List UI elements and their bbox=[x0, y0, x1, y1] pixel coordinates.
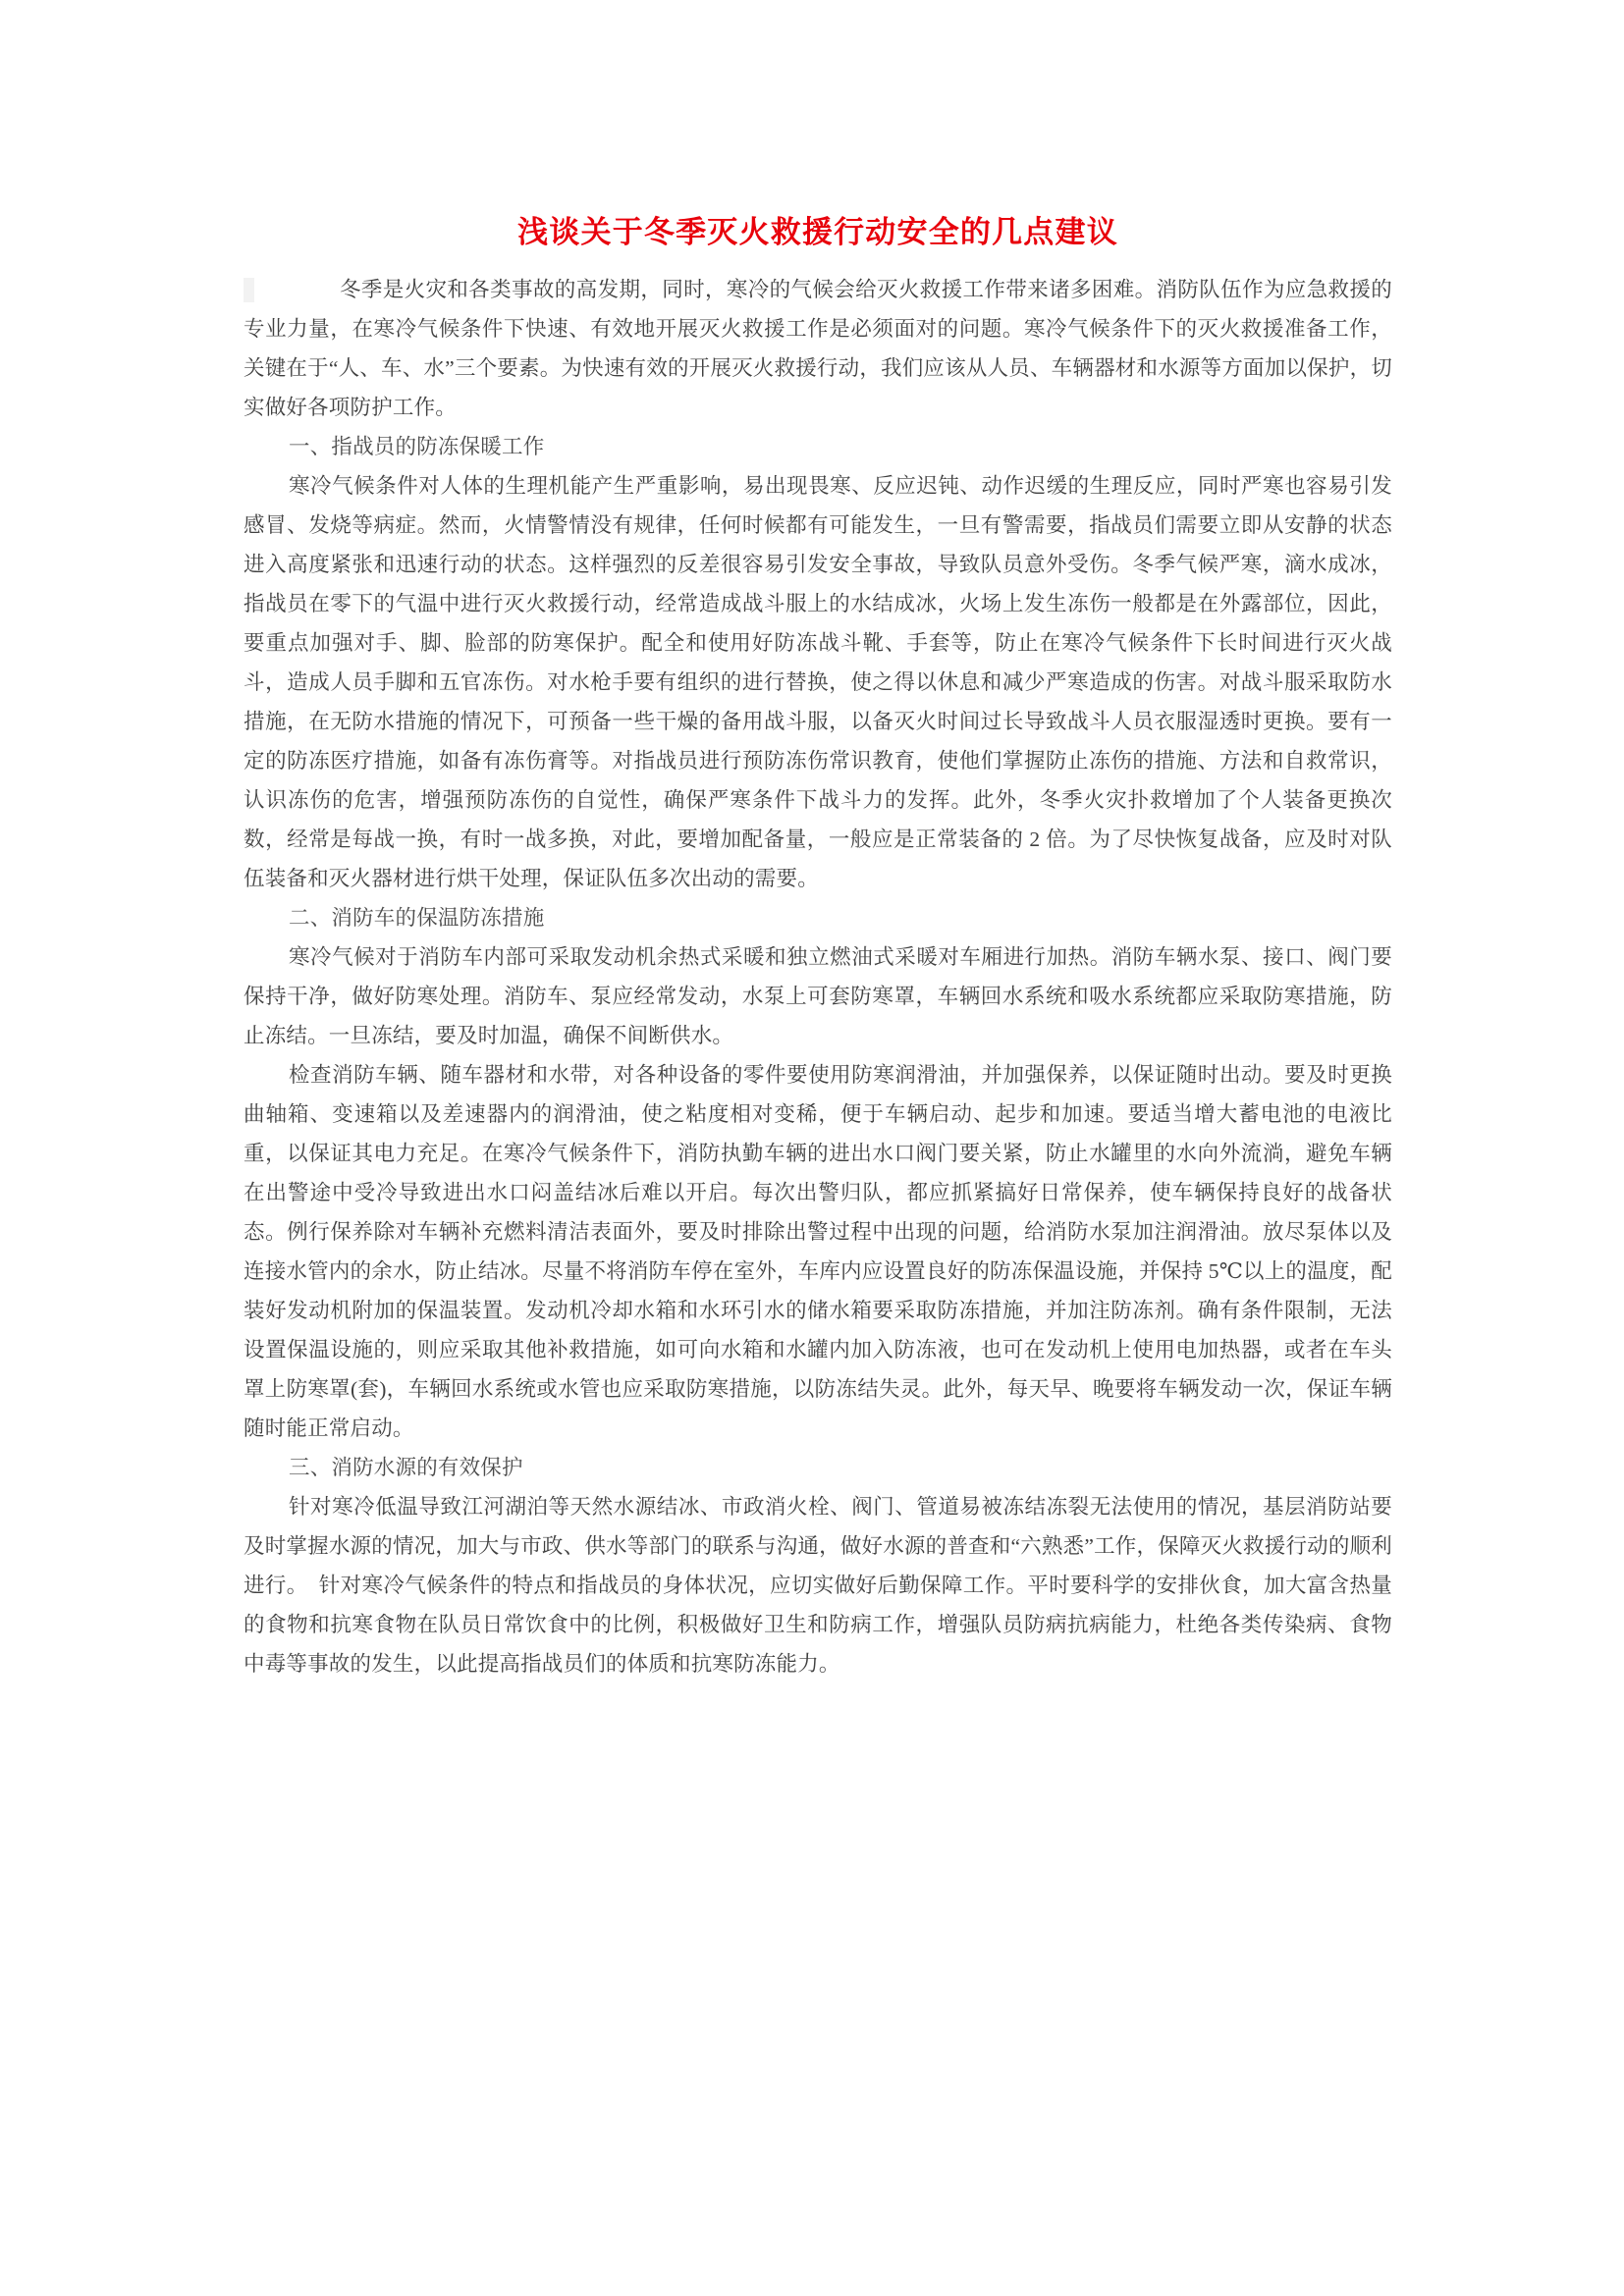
body-paragraph: 检查消防车辆、随车器材和水带，对各种设备的零件要使用防寒润滑油，并加强保养，以保证随时出动。要及时更换曲轴箱、变速箱以及差速器内的润滑油，使之粘度相对变稀，便于车辆启动、起步和加速。要适当增大蓄电池的电液比重，以保证其电力充足。在寒冷气候条件下，消防执勤车辆的进出水口阀门要关紧，防止水罐里的水向外流淌，避免车辆在出警途中受冷导致进出水口闷盖结冰后难以开启。每次出警归队，都应抓紧搞好日常保养，使车辆保持良好的战备状态。例行保养除对车辆补充燃料清洁表面外，要及时排除出警过程中出现的问题，给消防水泵加注润滑油。放尽泵体以及连接水管内的余水，防止结冰。尽量不将消防车停在室外，车库内应设置良好的防冻保温设施，并保持 5℃以上的温度，配装好发动机附加的保温装置。发动机冷却水箱和水环引水的储水箱要采取防冻措施，并加注防冻剂。确有条件限制，无法设置保温设施的，则应采取其他补救措施，如可向水箱和水罐内加入防冻液，也可在发动机上使用电加热器，或者在车头罩上防寒罩(套)，车辆回水系统或水管也应采取防寒措施，以防冻结失灵。此外，每天早、晚要将车辆发动一次，保证车辆随时能正常启动。 bbox=[244, 1062, 1392, 1440]
body-paragraph: 寒冷气候对于消防车内部可采取发动机余热式采暖和独立燃油式采暖对车厢进行加热。消防车辆水泵、接口、阀门要保持干净，做好防寒处理。消防车、泵应经常发动，水泵上可套防寒罩，车辆回水系统和吸水系统都应采取防寒措施，防止冻结。一旦冻结，要及时加温，确保不间断供水。 bbox=[244, 944, 1392, 1047]
section-heading: 二、消防车的保温防冻措施 bbox=[289, 905, 545, 930]
body-paragraph bbox=[244, 270, 1392, 427]
body-paragraph: 寒冷气候条件对人体的生理机能产生严重影响，易出现畏寒、反应迟钝、动作迟缓的生理反应，同时严寒也容易引发感冒、发烧等病症。然而，火情警情没有规律，任何时候都有可能发生，一旦有警需要，指战员们需要立即从安静的状态进入高度紧张和迅速行动的状态。这样强烈的反差很容易引发安全事故，导致队员意外受伤。冬季气候严寒，滴水成冰，指战员在零下的气温中进行灭火救援行动，经常造成战斗服上的水结成冰，火场上发生冻伤一般都是在外露部位，因此，要重点加强对手、脚、脸部的防寒保护。配全和使用好防冻战斗靴、手套等，防止在寒冷气候条件下长时间进行灭火战斗，造成人员手脚和五官冻伤。对水枪手要有组织的进行替换，使之得以休息和减少严寒造成的伤害。对战斗服采取防水措施，在无防水措施的情况下，可预备一些干燥的备用战斗服，以备灭火时间过长导致战斗人员衣服湿透时更换。要有一定的防冻医疗措施，如备有冻伤膏等。对指战员进行预防冻伤常识教育，使他们掌握防止冻伤的措施、方法和自救常识，认识冻伤的危害，增强预防冻伤的自觉性，确保严寒条件下战斗力的发挥。此外，冬季火灾扑救增加了个人装备更换次数，经常是每战一换，有时一战多换，对此，要增加配备量，一般应是正常装备的 2 倍。为了尽快恢复战备，应及时对队伍装备和灭火器材进行烘干处理，保证队伍多次出动的需要。 bbox=[244, 473, 1392, 890]
placeholder-box-icon bbox=[244, 278, 254, 302]
section-heading: 三、消防水源的有效保护 bbox=[289, 1455, 523, 1479]
body-paragraph: 针对寒冷低温导致江河湖泊等天然水源结冰、市政消火栓、阀门、管道易被冻结冻裂无法使用的情况，基层消防站要及时掌握水源的情况，加大与市政、供水等部门的联系与沟通，做好水源的普查和“六熟悉”工作，保障灭火救援行动的顺利进行。 针对寒冷气候条件的特点和指战员的身体状况，应切实做好后勤保障工作。平时要科学的安排伙食，加大富含热量的食物和抗寒食物在队员日常饮食中的比例，积极做好卫生和防病工作，增强队员防病抗病能力，杜绝各类传染病、食物中毒等事故的发生，以此提高指战员们的体质和抗寒防冻能力。 bbox=[244, 1494, 1392, 1676]
body-paragraph-text: 冬季是火灾和各类事故的高发期，同时，寒冷的气候会给灭火救援工作带来诸多困难。消防队伍作为应急救援的专业力量，在寒冷气候条件下快速、有效地开展灭火救援工作是必须面对的问题。寒冷气候条件下的灭火救援准备工作，关键在于“人、车、水”三个要素。为快速有效的开展灭火救援行动，我们应该从人员、车辆器材和水源等方面加以保护，切实做好各项防护工作。 bbox=[244, 277, 1392, 419]
document-body bbox=[244, 270, 1392, 1683]
section-heading: 一、指战员的防冻保暖工作 bbox=[289, 434, 545, 458]
page-title: 浅谈关于冬季灭火救援行动安全的几点建议 bbox=[517, 215, 1118, 249]
document-content bbox=[244, 214, 1392, 1683]
